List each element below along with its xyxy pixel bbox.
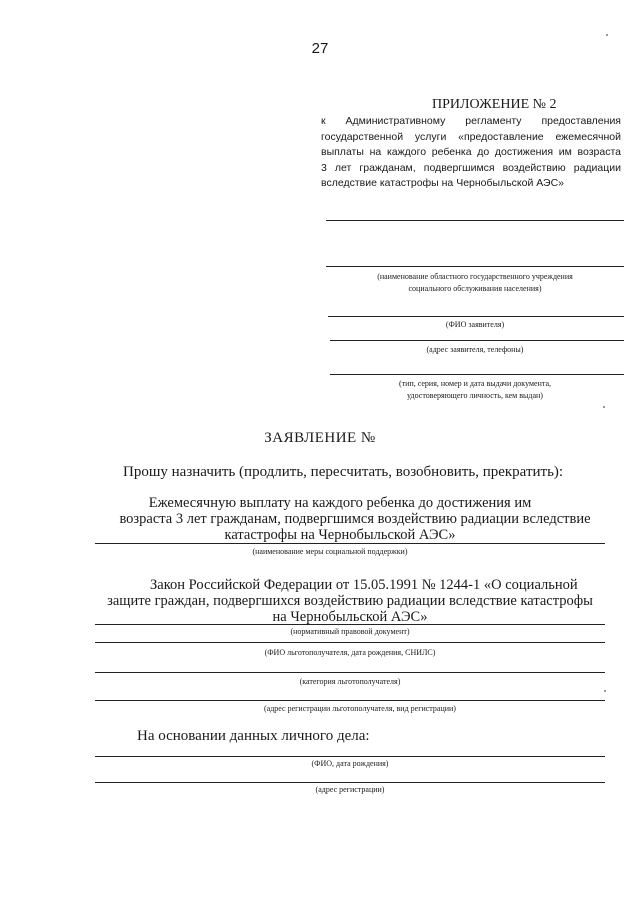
category-caption: (категория льготополучателя) — [299, 677, 401, 686]
measure-line: возраста 3 лет гражданам, подвергшимся воздействию радиации вследствие — [119, 511, 591, 527]
request-text: Прошу назначить (продлить, пересчитать, возобновить, прекратить): — [123, 464, 564, 480]
measure-caption: (наименование меры социальной поддержки) — [252, 547, 408, 556]
applicant-name-line[interactable] — [328, 316, 624, 317]
fio-birth-caption: (ФИО, дата рождения) — [311, 759, 389, 768]
institution-line-1[interactable] — [326, 220, 624, 221]
law-line: Закон Российской Федерации от 15.05.1991 № 1244-1 «О социальной — [150, 577, 578, 593]
scan-speck — [603, 406, 605, 408]
registration-line[interactable] — [95, 700, 605, 701]
measure-line: катастрофы на Чернобыльской АЭС» — [224, 527, 456, 543]
institution-caption: социального обслуживания населения) — [408, 284, 542, 293]
beneficiary-line[interactable] — [95, 642, 605, 643]
law-line: защите граждан, подвергшихся воздействию радиации вследствие катастрофы — [107, 593, 593, 609]
regulation-line: 3 лет гражданам, подвергшимся воздействию радиации — [321, 161, 621, 174]
identity-document-caption: (тип, серия, номер и дата выдачи документа, — [399, 379, 551, 388]
fio-birth-line[interactable] — [95, 756, 605, 757]
registration-caption: (адрес регистрации льготополучателя, вид регистрации) — [264, 704, 456, 713]
institution-line-2[interactable] — [326, 266, 624, 267]
basis-text: На основании данных личного дела: — [137, 728, 370, 744]
appendix-title: ПРИЛОЖЕНИЕ № 2 — [432, 97, 557, 112]
statement-title: ЗАЯВЛЕНИЕ № — [264, 430, 376, 446]
applicant-name-caption: (ФИО заявителя) — [445, 320, 505, 329]
regulation-reference — [321, 114, 621, 192]
measure-line: Ежемесячную выплату на каждого ребенка до достижения им — [148, 495, 532, 511]
regulation-line: выплаты на каждого ребенка до достижения им возраста — [321, 146, 621, 158]
law-line-field[interactable] — [95, 624, 605, 625]
law-caption: (нормативный правовой документ) — [290, 627, 410, 636]
identity-document-caption: удостоверяющего личность, кем выдан) — [407, 391, 543, 400]
applicant-address-line[interactable] — [330, 340, 624, 341]
measure-line-field[interactable] — [95, 543, 605, 544]
applicant-address-caption: (адрес заявителя, телефоны) — [426, 345, 524, 354]
scan-speck — [604, 690, 606, 692]
reg-address-line[interactable] — [95, 782, 605, 783]
category-line[interactable] — [95, 672, 605, 673]
institution-caption: (наименование областного государственного учреждения — [377, 272, 573, 281]
regulation-line: государственной услуги «предоставление ежемесячной — [321, 130, 621, 143]
page-number: 27 — [311, 40, 329, 57]
identity-document-line[interactable] — [330, 374, 624, 375]
reg-address-caption: (адрес регистрации) — [315, 785, 385, 794]
regulation-line: вследствие катастрофы на Чернобыльской АЭС» — [321, 177, 564, 189]
scan-speck — [606, 34, 608, 36]
law-line: на Чернобыльской АЭС» — [272, 609, 428, 625]
beneficiary-caption: (ФИО льготополучателя, дата рождения, СНИЛС) — [264, 648, 436, 657]
regulation-line: к Административному регламенту предоставления — [321, 115, 621, 127]
